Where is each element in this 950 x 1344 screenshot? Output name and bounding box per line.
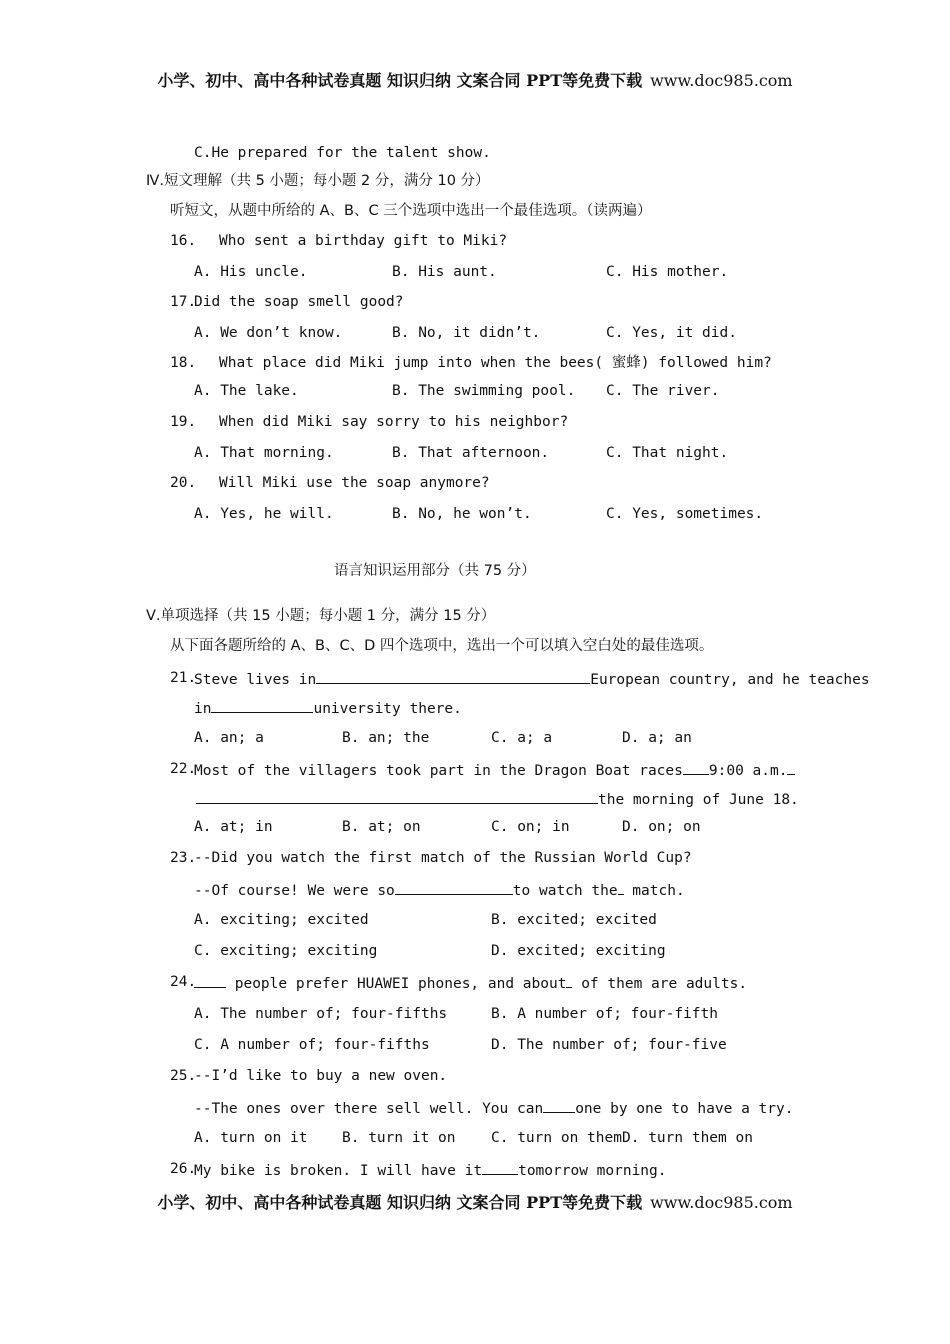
q21-option-c: C. a; a (491, 730, 553, 746)
q17-option-a: A. We don’t know. (194, 325, 343, 341)
q25-number: 25. (170, 1068, 197, 1084)
q20-option-b: B. No, he won’t. (392, 506, 532, 522)
q23-option-b: B. excited; excited (491, 912, 657, 928)
q18-number: 18. (170, 355, 197, 371)
q21-line1 (194, 669, 870, 689)
q21-line2 (194, 698, 462, 718)
q17-number: 17. (170, 294, 197, 310)
q22-blank-1b (787, 760, 795, 775)
q26-line1 (194, 1160, 667, 1180)
q16-text: Who sent a birthday gift to Miki? (219, 233, 508, 249)
header-url: www.doc985.com (650, 71, 793, 90)
q21-number: 21. (170, 670, 197, 686)
q22-text-a: Most of the villagers took part in the Dragon Boat races (194, 763, 683, 779)
q23-option-d: D. excited; exciting (491, 943, 666, 959)
q25-option-b: B. turn it on (342, 1130, 456, 1146)
section4-instruction: 听短文，从题中所给的 A、B、C 三个选项中选出一个最佳选项。（读两遍） (170, 203, 652, 219)
q23-number: 23. (170, 850, 197, 866)
q21-text-c: in (194, 701, 212, 717)
q19-text: When did Miki say sorry to his neighbor? (219, 414, 569, 430)
q17-option-b: B. No, it didn’t. (392, 325, 541, 341)
q23-text-b: to watch the (512, 883, 618, 899)
q22-blank-2 (196, 789, 598, 804)
q23-text-a: --Of course! We were so (194, 883, 395, 899)
q24-text-b: people prefer HUAWEI phones, and about (226, 976, 567, 992)
page-header (0, 68, 950, 91)
q24-number: 24. (170, 974, 197, 990)
q24-text-c: of them are adults. (572, 976, 748, 992)
q19-option-b: B. That afternoon. (392, 445, 550, 461)
q22-line1 (194, 760, 795, 780)
q18-option-a: A. The lake. (194, 383, 299, 399)
q24-option-a: A. The number of; four-fifths (194, 1006, 448, 1022)
q20-option-c: C. Yes, sometimes. (606, 506, 764, 522)
q22-text-b: 9:00 a.m. (708, 763, 788, 779)
q25-text-b: one by one to have a try. (575, 1101, 794, 1117)
q21-text-d: university there. (313, 701, 462, 717)
q21-option-d: D. a; an (622, 730, 692, 746)
q21-blank-1 (316, 669, 590, 684)
q23-line1: --Did you watch the first match of the Russian World Cup? (194, 850, 692, 866)
header-text: 小学、初中、高中各种试卷真题 知识归纳 文案合同 PPT等免费下载 (157, 71, 643, 90)
q17-text: Did the soap smell good? (194, 294, 404, 310)
q24-blank-1 (194, 973, 226, 988)
q25-line2 (194, 1098, 793, 1118)
q22-option-c: C. on; in (491, 819, 570, 835)
q24-line1 (194, 973, 747, 993)
q21-option-b: B. an; the (342, 730, 430, 746)
q16-option-b: B. His aunt. (392, 264, 497, 280)
footer-url: www.doc985.com (650, 1193, 793, 1212)
q18-text: What place did Miki jump into when the bees( 蜜蜂) followed him? (219, 355, 772, 371)
q24-option-d: D. The number of; four-five (491, 1037, 727, 1053)
q26-text-a: My bike is broken. I will have it (194, 1163, 483, 1179)
q22-line2 (196, 789, 799, 809)
q22-option-b: B. at; on (342, 819, 421, 835)
section5-instruction: 从下面各题所给的 A、B、C、D 四个选项中，选出一个可以填入空白处的最佳选项。 (170, 638, 714, 654)
q26-text-b: tomorrow morning. (518, 1163, 667, 1179)
q21-text-a: Steve lives in (194, 672, 317, 688)
q16-option-c: C. His mother. (606, 264, 729, 280)
q17-option-c: C. Yes, it did. (606, 325, 737, 341)
q16-number: 16. (170, 233, 197, 249)
q18-option-c: C. The river. (606, 383, 720, 399)
q22-number: 22. (170, 761, 197, 777)
q26-number: 26. (170, 1161, 197, 1177)
q22-blank-1 (683, 760, 709, 775)
q20-text: Will Miki use the soap anymore? (219, 475, 490, 491)
q22-option-a: A. at; in (194, 819, 273, 835)
footer-text: 小学、初中、高中各种试卷真题 知识归纳 文案合同 PPT等免费下载 (157, 1193, 643, 1212)
q25-text-a: --The ones over there sell well. You can (194, 1101, 544, 1117)
q20-option-a: A. Yes, he will. (194, 506, 334, 522)
q19-option-a: A. That morning. (194, 445, 334, 461)
previous-option: C.He prepared for the talent show. (194, 145, 491, 161)
q25-option-d: D. turn them on (622, 1130, 753, 1146)
q23-option-a: A. exciting; excited (194, 912, 369, 928)
q25-option-c: C. turn on them (491, 1130, 622, 1146)
q25-blank-1 (543, 1098, 575, 1113)
q21-option-a: A. an; a (194, 730, 264, 746)
q22-text-c: the morning of June 18. (598, 792, 799, 808)
q26-blank-1 (482, 1160, 518, 1175)
q23-blank-1 (395, 880, 513, 895)
q23-text-c: match. (623, 883, 685, 899)
q19-number: 19. (170, 414, 197, 430)
section5-title: Ⅴ.单项选择（共 15 小题；每小题 1 分，满分 15 分） (146, 608, 496, 624)
q21-blank-2 (211, 698, 313, 713)
q23-option-c: C. exciting; exciting (194, 943, 378, 959)
q24-option-c: C. A number of; four-fifths (194, 1037, 430, 1053)
q18-option-b: B. The swimming pool. (392, 383, 576, 399)
q23-line2 (194, 880, 685, 900)
q19-option-c: C. That night. (606, 445, 729, 461)
q16-option-a: A. His uncle. (194, 264, 308, 280)
q20-number: 20. (170, 475, 197, 491)
q22-option-d: D. on; on (622, 819, 701, 835)
page-footer (0, 1190, 950, 1213)
q24-option-b: B. A number of; four-fifth (491, 1006, 718, 1022)
q21-text-b: European country, and he teaches (590, 672, 870, 688)
part-title: 语言知识运用部分（共 75 分） (334, 563, 536, 579)
q25-option-a: A. turn on it (194, 1130, 308, 1146)
q25-line1: --I’d like to buy a new oven. (194, 1068, 448, 1084)
section4-title: Ⅳ.短文理解（共 5 小题；每小题 2 分，满分 10 分） (146, 173, 490, 189)
